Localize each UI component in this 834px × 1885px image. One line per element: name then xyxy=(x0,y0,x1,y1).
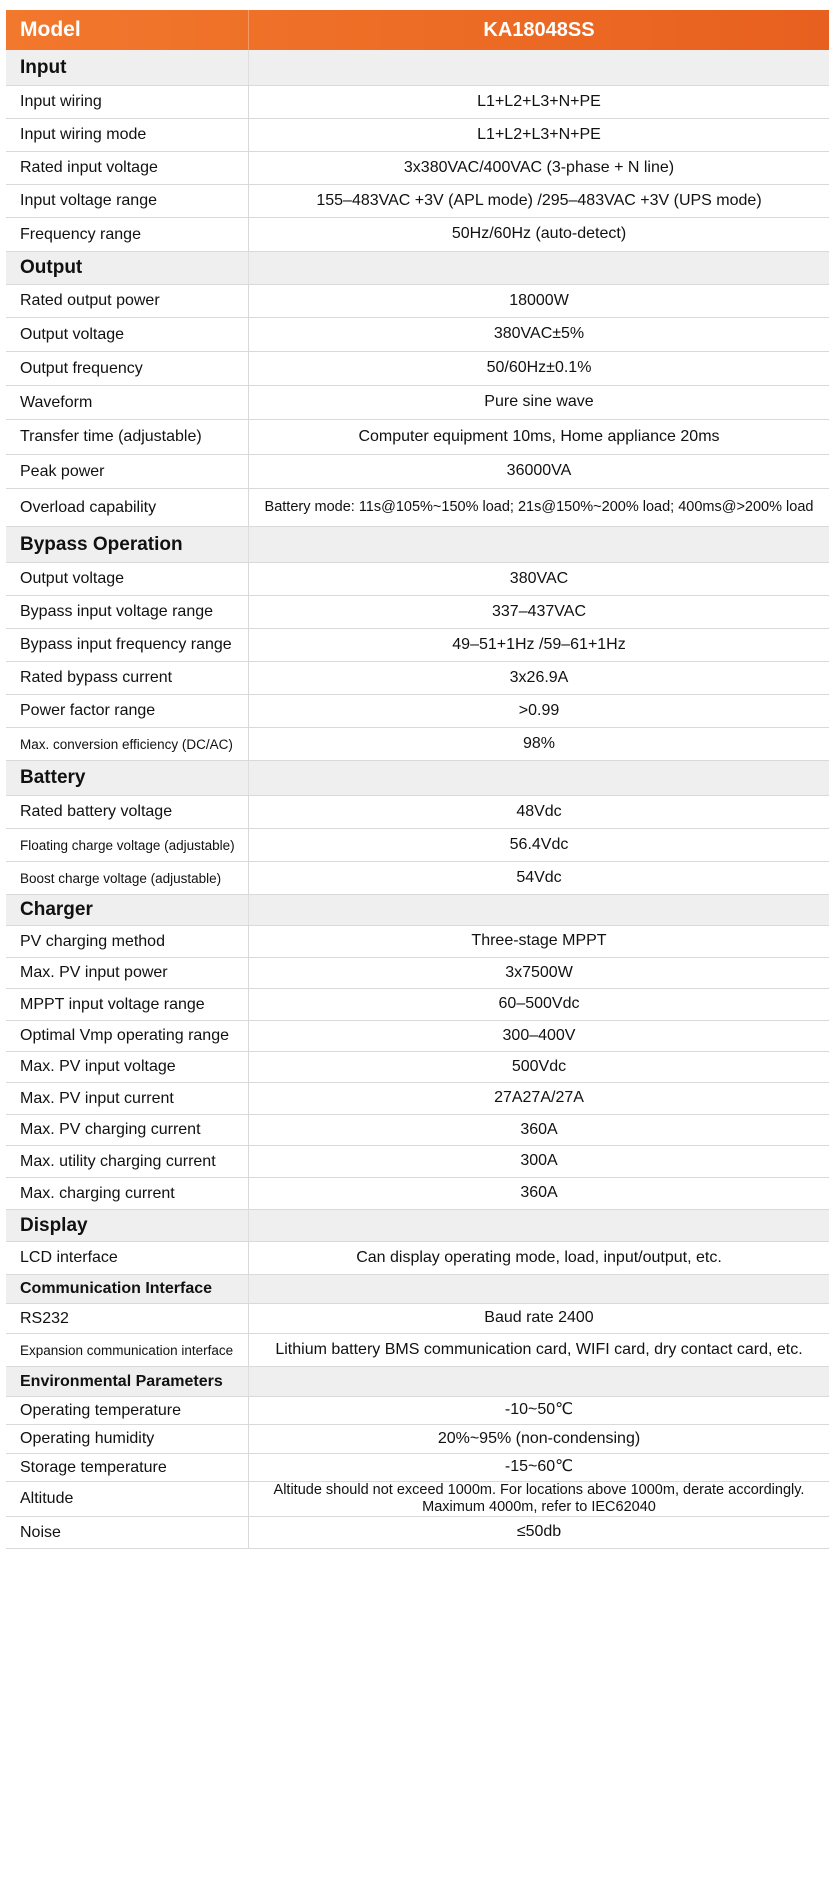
spec-label: Max. PV input voltage xyxy=(6,1052,249,1082)
spec-label: Rated bypass current xyxy=(6,662,249,694)
spec-value: 50Hz/60Hz (auto-detect) xyxy=(451,225,627,243)
section-title: Display xyxy=(6,1210,249,1241)
spec-label: Output voltage xyxy=(6,563,249,595)
spec-label: Power factor range xyxy=(6,695,249,727)
spec-value: Computer equipment 10ms, Home appliance 20ms xyxy=(358,427,720,445)
spec-row-output-voltage xyxy=(6,318,829,352)
section-charger xyxy=(6,895,829,926)
spec-value: Lithium battery BMS communication card, WIFI card, dry contact card, etc. xyxy=(275,1340,803,1358)
spec-row-lcd-interface xyxy=(6,1242,829,1275)
spec-row-max-pv-charging-current xyxy=(6,1115,829,1146)
spec-row-rs232 xyxy=(6,1304,829,1334)
spec-row-storage-temperature xyxy=(6,1454,829,1482)
section-spacer xyxy=(249,1367,829,1396)
spec-label: Storage temperature xyxy=(6,1454,249,1481)
spec-value: 300–400V xyxy=(502,1026,576,1044)
spec-label: Bypass input frequency range xyxy=(6,629,249,661)
spec-label: Max. charging current xyxy=(6,1178,249,1209)
spec-label: Max. utility charging current xyxy=(6,1146,249,1177)
spec-value: -15~60℃ xyxy=(504,1458,574,1476)
spec-value: -10~50℃ xyxy=(504,1401,574,1419)
spec-label: Rated output power xyxy=(6,285,249,317)
spec-row-input-voltage-range xyxy=(6,185,829,218)
spec-table xyxy=(6,10,829,1549)
spec-value: 360A xyxy=(520,1184,558,1202)
spec-value: 50/60Hz±0.1% xyxy=(486,359,592,377)
section-spacer xyxy=(249,895,829,925)
spec-label: Peak power xyxy=(6,455,249,488)
spec-value: 3x380VAC/400VAC (3-phase + N line) xyxy=(403,158,675,176)
model-value: KA18048SS xyxy=(483,18,595,41)
spec-value: 56.4Vdc xyxy=(509,835,569,853)
spec-label: Overload capability xyxy=(6,489,249,526)
spec-value: 36000VA xyxy=(506,462,572,480)
spec-value: 300A xyxy=(520,1152,558,1170)
spec-label: Max. PV input current xyxy=(6,1083,249,1114)
spec-row-input-wiring xyxy=(6,86,829,119)
spec-row-bypass-input-voltage-range xyxy=(6,596,829,629)
spec-row-max-pv-input-current xyxy=(6,1083,829,1115)
section-title: Battery xyxy=(6,761,249,795)
spec-label: Boost charge voltage (adjustable) xyxy=(6,862,249,894)
section-spacer xyxy=(249,1210,829,1241)
spec-label: Output voltage xyxy=(6,318,249,351)
spec-value: 337–437VAC xyxy=(492,602,586,620)
section-title: Charger xyxy=(6,895,249,925)
spec-value: Altitude should not exceed 1000m. For locations above 1000m, derate accordingly. Maximum 4000m, refer to IEC62040 xyxy=(273,1482,805,1515)
spec-label: Output frequency xyxy=(6,352,249,385)
spec-row-max-conversion-efficiency-dc-ac xyxy=(6,728,829,761)
spec-value: 380VAC±5% xyxy=(493,325,585,343)
spec-label: Noise xyxy=(6,1517,249,1548)
section-display xyxy=(6,1210,829,1242)
section-battery xyxy=(6,761,829,796)
spec-row-operating-humidity xyxy=(6,1425,829,1454)
spec-row-pv-charging-method xyxy=(6,926,829,958)
spec-value: 360A xyxy=(520,1120,558,1138)
spec-value: Battery mode: 11s@105%~150% load; 21s@150%~200% load; 400ms@>200% load xyxy=(264,499,814,516)
section-environmental-parameters xyxy=(6,1367,829,1397)
spec-row-max-charging-current xyxy=(6,1178,829,1210)
spec-value: ≤50db xyxy=(516,1523,562,1541)
section-title: Communication Interface xyxy=(6,1275,249,1303)
spec-row-floating-charge-voltage-adjustable xyxy=(6,829,829,862)
spec-value: 500Vdc xyxy=(511,1057,567,1075)
spec-value: Three-stage MPPT xyxy=(471,932,607,950)
section-spacer xyxy=(249,527,829,562)
spec-value: 27A27A/27A xyxy=(494,1089,584,1107)
spec-value: 98% xyxy=(522,734,556,752)
spec-label: PV charging method xyxy=(6,926,249,957)
spec-row-altitude xyxy=(6,1482,829,1517)
spec-label: Waveform xyxy=(6,386,249,419)
spec-row-max-pv-input-power xyxy=(6,958,829,989)
spec-label: Max. PV charging current xyxy=(6,1115,249,1145)
spec-value: >0.99 xyxy=(518,701,560,719)
spec-value: 155–483VAC +3V (APL mode) /295–483VAC +3V (UPS mode) xyxy=(316,191,762,209)
section-title: Environmental Parameters xyxy=(6,1367,249,1396)
spec-row-rated-output-power xyxy=(6,285,829,318)
spec-value: 54Vdc xyxy=(516,868,562,886)
section-spacer xyxy=(249,252,829,284)
header-row xyxy=(6,10,829,50)
spec-row-max-utility-charging-current xyxy=(6,1146,829,1178)
spec-label: Optimal Vmp operating range xyxy=(6,1021,249,1051)
spec-row-bypass-input-frequency-range xyxy=(6,629,829,662)
section-spacer xyxy=(249,761,829,795)
spec-row-waveform xyxy=(6,386,829,420)
spec-label: Expansion communication interface xyxy=(6,1334,249,1366)
spec-row-boost-charge-voltage-adjustable xyxy=(6,862,829,895)
spec-label: Floating charge voltage (adjustable) xyxy=(6,829,249,861)
spec-row-expansion-communication-interface xyxy=(6,1334,829,1367)
spec-row-output-voltage xyxy=(6,563,829,596)
section-title: Input xyxy=(6,50,249,85)
spec-row-overload-capability xyxy=(6,489,829,527)
spec-value: 380VAC xyxy=(509,569,569,587)
spec-label: Max. PV input power xyxy=(6,958,249,988)
spec-value: 49–51+1Hz /59–61+1Hz xyxy=(452,635,626,653)
section-spacer xyxy=(249,1275,829,1303)
section-communication-interface xyxy=(6,1275,829,1304)
spec-label: Rated battery voltage xyxy=(6,796,249,828)
spec-value: 60–500Vdc xyxy=(498,995,580,1013)
spec-label: MPPT input voltage range xyxy=(6,989,249,1020)
section-title: Bypass Operation xyxy=(6,527,249,562)
spec-label: Input wiring mode xyxy=(6,119,249,151)
spec-label: Input voltage range xyxy=(6,185,249,217)
spec-row-noise xyxy=(6,1517,829,1549)
spec-label: Input wiring xyxy=(6,86,249,118)
spec-row-input-wiring-mode xyxy=(6,119,829,152)
spec-row-power-factor-range xyxy=(6,695,829,728)
spec-row-rated-battery-voltage xyxy=(6,796,829,829)
spec-row-max-pv-input-voltage xyxy=(6,1052,829,1083)
spec-value: L1+L2+L3+N+PE xyxy=(477,125,601,143)
spec-label: Transfer time (adjustable) xyxy=(6,420,249,454)
section-bypass-operation xyxy=(6,527,829,563)
spec-label: Max. conversion efficiency (DC/AC) xyxy=(6,728,249,760)
model-label: Model xyxy=(6,10,249,50)
spec-value: 3x26.9A xyxy=(509,668,569,686)
section-title: Output xyxy=(6,252,249,284)
spec-value: L1+L2+L3+N+PE xyxy=(477,92,601,110)
spec-row-output-frequency xyxy=(6,352,829,386)
spec-label: Rated input voltage xyxy=(6,152,249,184)
spec-value: Baud rate 2400 xyxy=(484,1309,594,1327)
section-spacer xyxy=(249,50,829,85)
spec-row-frequency-range xyxy=(6,218,829,252)
spec-value: Can display operating mode, load, input/output, etc. xyxy=(356,1248,722,1266)
spec-label: LCD interface xyxy=(6,1242,249,1274)
spec-value: 3x7500W xyxy=(505,963,573,981)
spec-value: 18000W xyxy=(509,291,569,309)
spec-value: 20%~95% (non-condensing) xyxy=(437,1429,641,1447)
spec-value: 48Vdc xyxy=(516,802,562,820)
spec-row-rated-bypass-current xyxy=(6,662,829,695)
spec-value: Pure sine wave xyxy=(484,393,594,411)
spec-label: RS232 xyxy=(6,1304,249,1333)
spec-label: Altitude xyxy=(6,1482,249,1516)
spec-row-operating-temperature xyxy=(6,1397,829,1425)
section-input xyxy=(6,50,829,86)
spec-label: Bypass input voltage range xyxy=(6,596,249,628)
spec-label: Operating humidity xyxy=(6,1425,249,1453)
spec-label: Frequency range xyxy=(6,218,249,251)
spec-label: Operating temperature xyxy=(6,1397,249,1424)
spec-row-optimal-vmp-operating-range xyxy=(6,1021,829,1052)
spec-row-peak-power xyxy=(6,455,829,489)
spec-row-mppt-input-voltage-range xyxy=(6,989,829,1021)
section-output xyxy=(6,252,829,285)
spec-row-rated-input-voltage xyxy=(6,152,829,185)
spec-row-transfer-time-adjustable xyxy=(6,420,829,455)
